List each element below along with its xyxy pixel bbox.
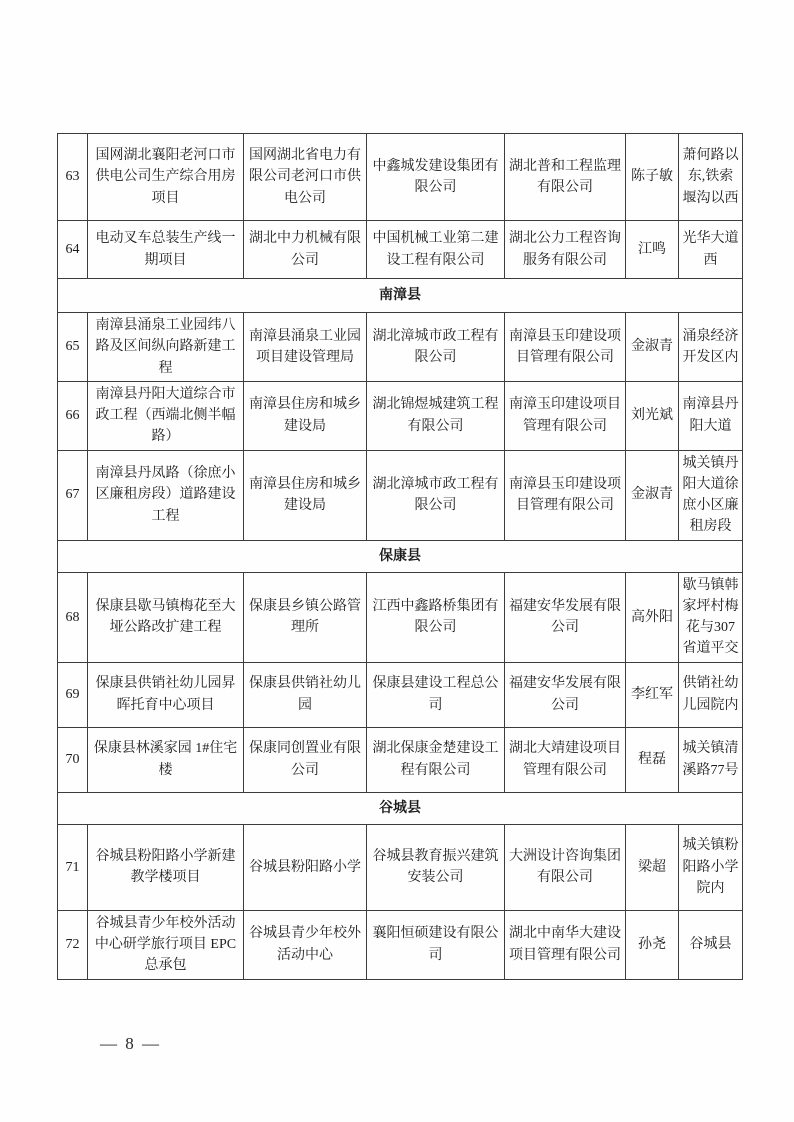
row-number: 69 <box>58 662 88 727</box>
supervisor-cell: 大洲设计咨询集团有限公司 <box>505 824 626 910</box>
supervisor-cell: 湖北普和工程监理有限公司 <box>505 134 626 221</box>
county-section-label: 谷城县 <box>58 792 743 824</box>
supervisor-cell: 湖北中南华大建设项目管理有限公司 <box>505 910 626 979</box>
supervisor-cell: 福建安华发展有限公司 <box>505 572 626 662</box>
project-name-cell: 保康县供销社幼儿园昇晖托育中心项目 <box>88 662 244 727</box>
table-row <box>58 572 743 662</box>
table-row <box>58 450 743 540</box>
contractor-cell: 湖北漳城市政工程有限公司 <box>367 450 505 540</box>
person-cell: 孙尧 <box>626 910 679 979</box>
owner-cell: 保康同创置业有限公司 <box>244 727 367 792</box>
location-cell: 谷城县 <box>679 910 743 979</box>
row-number: 64 <box>58 221 88 279</box>
person-cell: 陈子敏 <box>626 134 679 221</box>
contractor-cell: 湖北锦煜城建筑工程有限公司 <box>367 381 505 450</box>
person-cell: 金淑青 <box>626 313 679 382</box>
row-number: 70 <box>58 727 88 792</box>
county-section-label: 南漳县 <box>58 279 743 313</box>
contractor-cell: 中国机械工业第二建设工程有限公司 <box>367 221 505 279</box>
supervisor-cell: 南漳县玉印建设项目管理有限公司 <box>505 450 626 540</box>
location-cell: 歇马镇韩家坪村梅花与307省道平交 <box>679 572 743 662</box>
supervisor-cell: 湖北大靖建设项目管理有限公司 <box>505 727 626 792</box>
section-header-row <box>58 540 743 572</box>
location-cell: 萧何路以东,铁索堰沟以西 <box>679 134 743 221</box>
contractor-cell: 江西中鑫路桥集团有限公司 <box>367 572 505 662</box>
project-name-cell: 电动叉车总装生产线一期项目 <box>88 221 244 279</box>
table-row <box>58 727 743 792</box>
location-cell: 城关镇丹阳大道徐庶小区廉租房段 <box>679 450 743 540</box>
supervisor-cell: 湖北公力工程咨询服务有限公司 <box>505 221 626 279</box>
page-number: — 8 — <box>100 1034 161 1053</box>
project-name-cell: 南漳县丹阳大道综合市政工程（西端北侧半幅路） <box>88 381 244 450</box>
section-header-row <box>58 792 743 824</box>
project-name-cell: 谷城县青少年校外活动中心研学旅行项目 EPC 总承包 <box>88 910 244 979</box>
person-cell: 李红军 <box>626 662 679 727</box>
row-number: 67 <box>58 450 88 540</box>
location-cell: 涌泉经济开发区内 <box>679 313 743 382</box>
table-row <box>58 134 743 221</box>
section-header-row <box>58 279 743 313</box>
table-row <box>58 221 743 279</box>
project-name-cell: 国网湖北襄阳老河口市供电公司生产综合用房项目 <box>88 134 244 221</box>
person-cell: 高外阳 <box>626 572 679 662</box>
location-cell: 光华大道西 <box>679 221 743 279</box>
row-number: 63 <box>58 134 88 221</box>
contractor-cell: 湖北漳城市政工程有限公司 <box>367 313 505 382</box>
person-cell: 程磊 <box>626 727 679 792</box>
project-name-cell: 保康县林溪家园 1#住宅楼 <box>88 727 244 792</box>
project-name-cell: 南漳县涌泉工业园纬八路及区间纵向路新建工程 <box>88 313 244 382</box>
row-number: 65 <box>58 313 88 382</box>
supervisor-cell: 南漳县玉印建设项目管理有限公司 <box>505 313 626 382</box>
location-cell: 城关镇清溪路77号 <box>679 727 743 792</box>
person-cell: 江鸣 <box>626 221 679 279</box>
owner-cell: 谷城县青少年校外活动中心 <box>244 910 367 979</box>
owner-cell: 保康县乡镇公路管理所 <box>244 572 367 662</box>
row-number: 68 <box>58 572 88 662</box>
table-row <box>58 910 743 979</box>
person-cell: 刘光斌 <box>626 381 679 450</box>
table-row <box>58 824 743 910</box>
contractor-cell: 湖北保康金楚建设工程有限公司 <box>367 727 505 792</box>
row-number: 71 <box>58 824 88 910</box>
owner-cell: 南漳县住房和城乡建设局 <box>244 381 367 450</box>
project-name-cell: 谷城县粉阳路小学新建教学楼项目 <box>88 824 244 910</box>
location-cell: 城关镇粉阳路小学院内 <box>679 824 743 910</box>
project-name-cell: 保康县歇马镇梅花至大垭公路改扩建工程 <box>88 572 244 662</box>
row-number: 72 <box>58 910 88 979</box>
location-cell: 南漳县丹阳大道 <box>679 381 743 450</box>
contractor-cell: 保康县建设工程总公司 <box>367 662 505 727</box>
person-cell: 金淑青 <box>626 450 679 540</box>
person-cell: 梁超 <box>626 824 679 910</box>
supervisor-cell: 福建安华发展有限公司 <box>505 662 626 727</box>
supervisor-cell: 南漳玉印建设项目管理有限公司 <box>505 381 626 450</box>
row-number: 66 <box>58 381 88 450</box>
owner-cell: 湖北中力机械有限公司 <box>244 221 367 279</box>
owner-cell: 南漳县涌泉工业园项目建设管理局 <box>244 313 367 382</box>
owner-cell: 谷城县粉阳路小学 <box>244 824 367 910</box>
table-row <box>58 313 743 382</box>
table-row <box>58 662 743 727</box>
project-approval-table <box>57 133 743 980</box>
county-section-label: 保康县 <box>58 540 743 572</box>
owner-cell: 国网湖北省电力有限公司老河口市供电公司 <box>244 134 367 221</box>
table-row <box>58 381 743 450</box>
owner-cell: 南漳县住房和城乡建设局 <box>244 450 367 540</box>
owner-cell: 保康县供销社幼儿园 <box>244 662 367 727</box>
location-cell: 供销社幼儿园院内 <box>679 662 743 727</box>
contractor-cell: 中鑫城发建设集团有限公司 <box>367 134 505 221</box>
project-name-cell: 南漳县丹凤路（徐庶小区廉租房段）道路建设工程 <box>88 450 244 540</box>
contractor-cell: 襄阳恒硕建设有限公司 <box>367 910 505 979</box>
contractor-cell: 谷城县教育振兴建筑安装公司 <box>367 824 505 910</box>
